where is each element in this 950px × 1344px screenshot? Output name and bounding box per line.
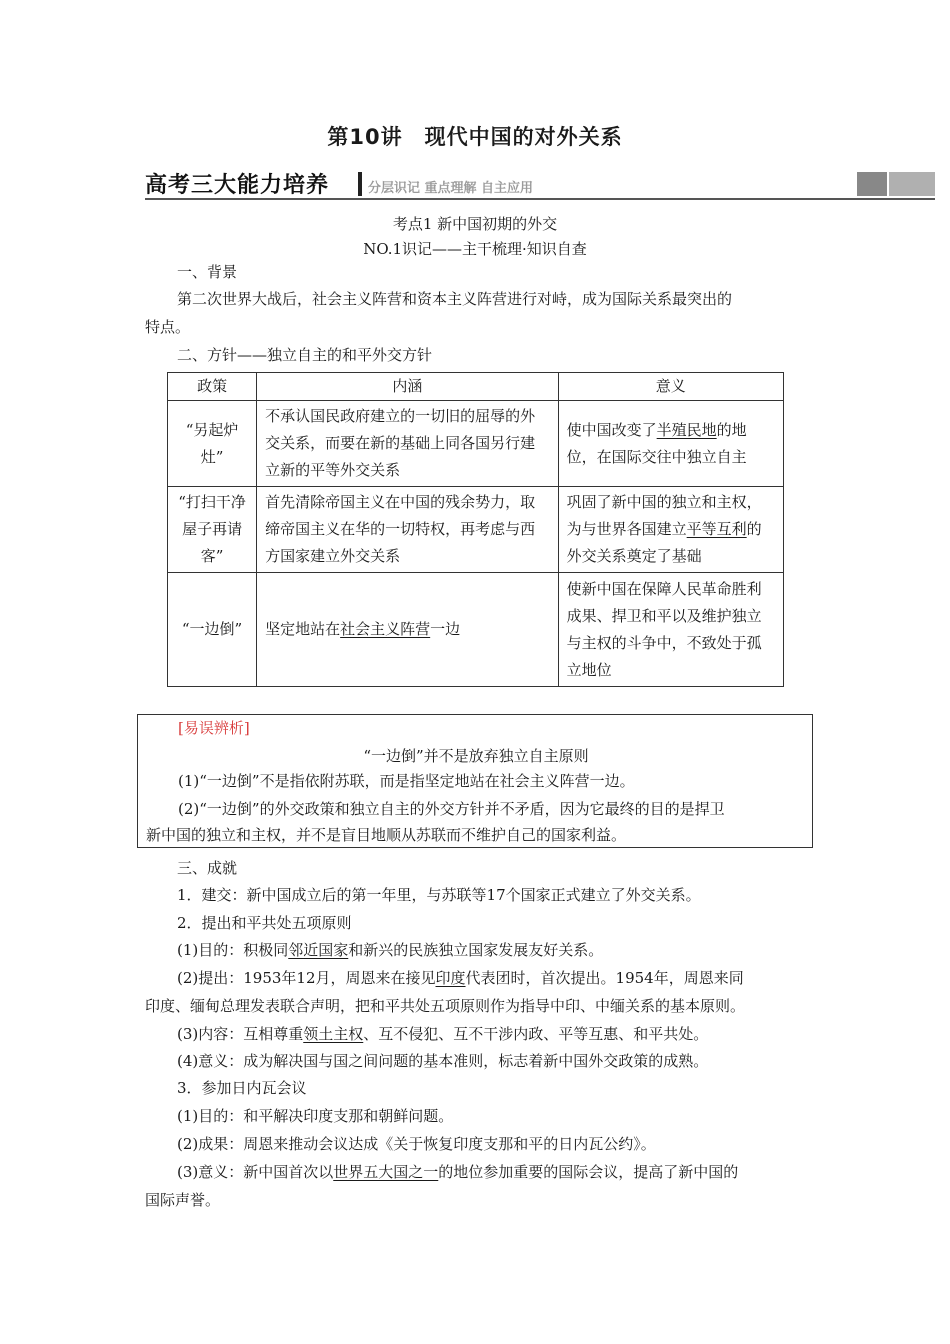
achievement-2: 2．提出和平共处五项原则 (177, 914, 352, 932)
underlined-text: 印度 (435, 969, 466, 987)
content-underlined: 社会主义阵营 (340, 620, 431, 638)
meaning-underlined: 半殖民地 (656, 420, 717, 439)
section2-heading: 二、方针——独立自主的和平外交方针 (177, 346, 433, 364)
misconception-point-2-line1: (2)“一边倒”的外交政策和独立自主的外交方针并不矛盾，因为它最终的目的是捍卫 (178, 800, 725, 818)
table-row (168, 401, 784, 487)
misconception-tag: [易误辨析] (178, 719, 250, 737)
banner-underline (145, 198, 935, 200)
text: 、互不侵犯、互不干涉内政、平等互惠、和平共处。 (363, 1025, 709, 1043)
content-text: 坚定地站在 (265, 620, 341, 638)
table-row (168, 573, 784, 687)
underlined-text: 世界五大国之一 (333, 1163, 439, 1181)
meaning-text: 的外交关系奠定了基础 (566, 520, 762, 565)
achievement-3-2: (2)成果：周恩来推动会议达成《关于恢复印度支那和平的日内瓦公约》。 (177, 1135, 656, 1153)
text: 代表团时，首次提出。1954年，周恩来同 (465, 969, 744, 987)
no1-heading: NO.1识记——主干梳理·知识自查 (363, 240, 587, 258)
table-header: 内涵 (257, 373, 558, 401)
table-header: 政策 (168, 373, 257, 401)
underlined-text: 领土主权 (303, 1025, 364, 1043)
policy-cell: “另起炉灶” (168, 401, 257, 487)
banner-subtitle: 分层识记 重点理解 自主应用 (368, 181, 534, 196)
policy-table (167, 372, 784, 687)
text: (3)内容：互相尊重 (177, 1025, 304, 1043)
banner-decoration-light (889, 172, 935, 196)
achievement-3-1: (1)目的：和平解决印度支那和朝鲜问题。 (177, 1107, 454, 1125)
policy-cell: “一边倒” (168, 573, 257, 687)
content-cell: 首先清除帝国主义在中国的残余势力，取缔帝国主义在华的一切特权，再考虑与西方国家建立外交关系 (257, 487, 558, 573)
meaning-text: 使中国改变了 (566, 420, 657, 439)
achievement-2-2 (177, 964, 744, 992)
achievement-2-1 (177, 936, 603, 964)
misconception-heading: “一边倒”并不是放弃独立自主原则 (363, 747, 589, 765)
misconception-box (137, 714, 813, 848)
content-text: 一边 (430, 620, 461, 638)
misconception-point-1: (1)“一边倒”不是指依附苏联，而是指坚定地站在社会主义阵营一边。 (178, 772, 635, 790)
table-header: 意义 (558, 373, 783, 401)
table-row (168, 487, 784, 573)
policy-cell: “打扫干净屋子再请客” (168, 487, 257, 573)
section3-heading: 三、成就 (177, 859, 238, 877)
banner-divider (358, 172, 362, 196)
text: 的地位参加重要的国际会议，提高了新中国的 (438, 1163, 739, 1181)
page-title: 第10讲 现代中国的对外关系 (327, 125, 623, 149)
meaning-cell: 使新中国在保障人民革命胜利成果、捍卫和平以及维护独立与主权的斗争中，不致处于孤立地位 (558, 573, 783, 687)
meaning-text: 的地位，在国际交往中独立自主 (566, 420, 747, 466)
text: (1)目的：积极同 (177, 941, 289, 959)
achievement-1: 1．建交：新中国成立后的第一年里，与苏联等17个国家正式建立了外交关系。 (177, 886, 701, 904)
underlined-text: 邻近国家 (288, 941, 349, 959)
content-cell (257, 573, 558, 687)
meaning-cell (558, 401, 783, 487)
content-cell: 不承认国民政府建立的一切旧的屈辱的外交关系，而要在新的基础上同各国另行建立新的平等外交关系 (257, 401, 558, 487)
section1-para-line1: 第二次世界大战后，社会主义阵营和资本主义阵营进行对峙，成为国际关系最突出的 (177, 290, 733, 308)
meaning-cell (558, 487, 783, 573)
achievement-3-3-line2: 国际声誉。 (145, 1191, 221, 1209)
text: (3)意义：新中国首次以 (177, 1163, 334, 1181)
table-header-row (168, 373, 784, 401)
meaning-underlined: 平等互利 (686, 520, 747, 538)
misconception-point-2-line2: 新中国的独立和主权，并不是盲目地顺从苏联而不维护自己的国家利益。 (146, 826, 627, 844)
kaodian-heading: 考点1 新中国初期的外交 (392, 215, 558, 233)
achievement-2-4: (4)意义：成为解决国与国之间问题的基本准则，标志着新中国外交政策的成熟。 (177, 1052, 709, 1070)
banner-decoration-dark (857, 172, 887, 196)
achievement-2-2-line2: 印度、缅甸总理发表联合声明，把和平共处五项原则作为指导中印、中缅关系的基本原则。 (145, 997, 746, 1015)
achievement-3: 3．参加日内瓦会议 (177, 1079, 307, 1097)
section1-heading: 一、背景 (177, 263, 238, 281)
achievement-3-3 (177, 1158, 738, 1186)
banner-title: 高考三大能力培养 (145, 173, 330, 198)
text: 和新兴的民族独立国家发展友好关系。 (348, 941, 604, 959)
achievement-2-3 (177, 1020, 708, 1048)
section-banner (145, 168, 935, 200)
section1-para-line2: 特点。 (145, 318, 191, 336)
meaning-text: 巩固了新中国的独立和主权，为与世界各国建立 (566, 493, 762, 538)
text: (2)提出：1953年12月，周恩来在接见 (177, 969, 436, 987)
